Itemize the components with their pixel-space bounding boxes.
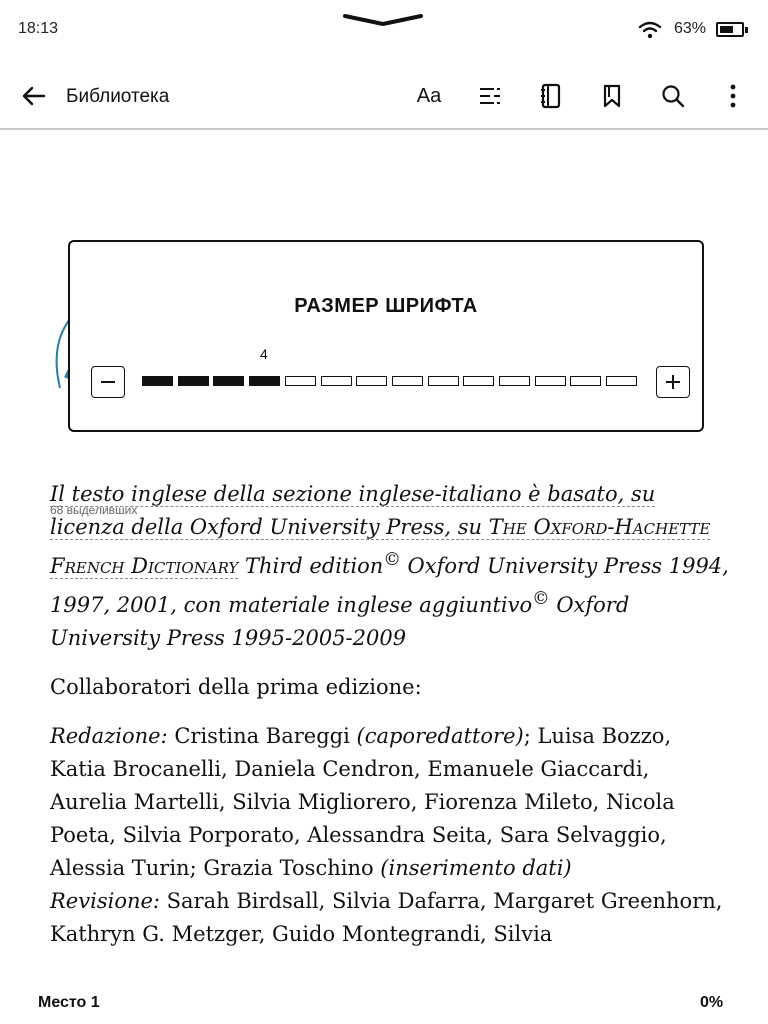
font-size-value: 4 <box>260 346 268 362</box>
search-icon[interactable] <box>659 82 687 110</box>
notebook-icon[interactable] <box>537 82 565 110</box>
popup-title: РАЗМЕР ШРИФТА <box>294 295 478 317</box>
font-size-level-11[interactable] <box>499 376 530 386</box>
font-size-level-5[interactable] <box>285 376 316 386</box>
status-bar <box>0 0 768 60</box>
reader-toolbar <box>0 64 768 130</box>
font-size-level-14[interactable] <box>606 376 637 386</box>
font-size-level-8[interactable] <box>392 376 423 386</box>
clock: 18:13 <box>18 20 59 37</box>
battery-icon <box>716 22 744 37</box>
font-size-level-3[interactable] <box>213 376 244 386</box>
font-size-level-12[interactable] <box>535 376 566 386</box>
library-link[interactable]: Библиотека <box>66 86 170 107</box>
collaborators-heading: Collaboratori della prima edizione: <box>50 675 422 699</box>
back-arrow-icon[interactable] <box>20 84 48 108</box>
font-size-level-13[interactable] <box>570 376 601 386</box>
location-indicator[interactable]: Место 1 <box>38 994 100 1011</box>
decrease-font-button[interactable] <box>91 366 125 398</box>
font-size-level-4[interactable] <box>249 376 280 386</box>
book-page <box>50 478 730 967</box>
copyright-paragraph[interactable]: Il testo inglese della sezione inglese-italiano è basato, su licenza della Oxford University Press, su The Oxford-Hachette French Dictionary Third edition© Oxford University Press 1994, 1997, 2001, con materiale inglese aggiuntivo© Oxford University Press 1995-2005-2009 <box>50 482 729 650</box>
highlighted-text[interactable]: Il testo inglese della sezione inglese-italiano è basato, su licenza della Oxford University Press, su The Oxford-Hachette French Dictionary <box>50 482 711 578</box>
font-size-level-7[interactable] <box>356 376 387 386</box>
wifi-icon <box>638 20 662 40</box>
bookmark-icon[interactable] <box>598 82 626 110</box>
font-size-level-1[interactable] <box>142 376 173 386</box>
font-size-level-10[interactable] <box>463 376 494 386</box>
collaborators-paragraph: Redazione: Cristina Bareggi (caporedattore); Luisa Bozzo, Katia Brocanelli, Daniela Cendron, Emanuele Giaccardi, Aurelia Martelli, Silvia Migliorero, Fiorenza Mileto, Nicola Poeta, Silvia Porporato, Alessandra Seita, Sara Selvaggio, Alessia Turin; Grazia Toschino (inserimento dati) Revisione: Sarah Birdsall, Silvia Dafarra, Margaret Greenhorn, Kathryn G. Metzger, Guido Montegrandi, Silvia <box>50 724 723 946</box>
pull-down-handle-icon[interactable] <box>343 12 423 28</box>
font-size-level-9[interactable] <box>428 376 459 386</box>
font-size-level-2[interactable] <box>178 376 209 386</box>
font-size-popup <box>68 240 704 432</box>
battery-percent: 63% <box>674 20 707 37</box>
more-vert-icon[interactable] <box>719 82 747 110</box>
increase-font-button[interactable] <box>656 366 690 398</box>
contents-icon[interactable] <box>476 82 504 110</box>
font-settings-button[interactable]: Aa <box>416 84 442 107</box>
progress-percent: 0% <box>700 994 724 1011</box>
popular-highlight-note: 68 выделивших <box>50 503 138 517</box>
minus-icon <box>98 372 118 392</box>
plus-icon <box>663 372 683 392</box>
font-size-level-6[interactable] <box>321 376 352 386</box>
